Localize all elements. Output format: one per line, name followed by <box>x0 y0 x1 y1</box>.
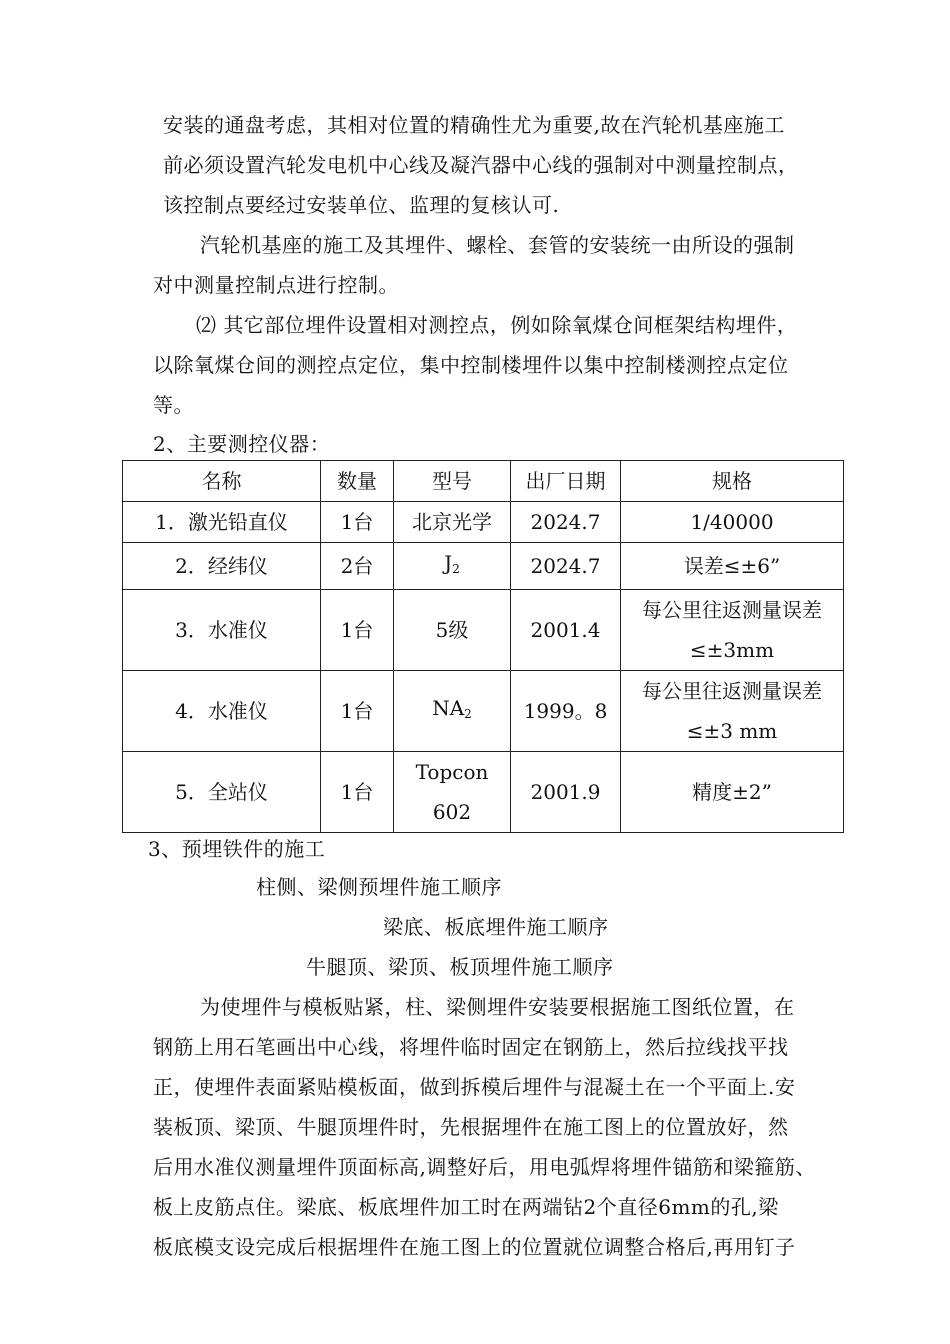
cell-date: 1999。8 <box>511 671 621 752</box>
cell-spec <box>621 671 844 752</box>
sequence-line: 梁底、板底埋件施工顺序 <box>383 915 609 939</box>
cell-qty: 1台 <box>321 671 394 752</box>
cell-date: 2001.4 <box>511 590 621 671</box>
body-text-line: 以除氧煤仓间的测控点定位，集中控制楼埋件以集中控制楼测控点定位 <box>153 353 789 377</box>
spec-line: 每公里往返测量误差 <box>642 598 822 622</box>
model-text: NA <box>432 696 465 720</box>
cell-name: 3．水准仪 <box>123 590 321 671</box>
body-text-line: 对中测量控制点进行控制。 <box>153 273 399 297</box>
instrument-table <box>122 460 844 833</box>
model-line: Topcon <box>415 760 489 784</box>
body-text-line: ⑵ 其它部位埋件设置相对测控点，例如除氧煤仓间框架结构埋件， <box>196 313 798 337</box>
cell-qty: 2台 <box>321 543 394 590</box>
table-row <box>123 671 844 752</box>
cell-qty: 1台 <box>321 590 394 671</box>
section-heading: 3、预埋铁件的施工 <box>148 837 326 861</box>
cell-name: 1．激光铅直仪 <box>123 502 321 543</box>
cell-model: 北京光学 <box>394 502 511 543</box>
cell-date: 2024.7 <box>511 543 621 590</box>
body-text-line: 板上皮筋点住。梁底、板底埋件加工时在两端钻2个直径6mm的孔,梁 <box>153 1195 779 1219</box>
cell-spec: 误差≤±6” <box>621 543 844 590</box>
sequence-line: 柱侧、梁侧预埋件施工顺序 <box>256 875 502 899</box>
table-row <box>123 502 844 543</box>
cell-spec <box>621 590 844 671</box>
table-row <box>123 590 844 671</box>
body-text-line: 后用水准仪测量埋件顶面标高,调整好后，用电弧焊将埋件锚筋和梁箍筋、 <box>153 1155 816 1179</box>
cell-name: 5．全站仪 <box>123 752 321 833</box>
body-text-line: 钢筋上用石笔画出中心线，将埋件临时固定在钢筋上，然后拉线找平找 <box>153 1035 789 1059</box>
model-line: 602 <box>432 800 472 824</box>
cell-model: 5级 <box>394 590 511 671</box>
body-text-line: 等。 <box>153 393 194 417</box>
body-text-line: 汽轮机基座的施工及其埋件、螺栓、套管的安装统一由所设的强制 <box>200 233 795 257</box>
spec-line: ≤±3 mm <box>686 719 778 743</box>
spec-line: ≤±3mm <box>689 638 775 662</box>
body-text-line: 板底模支设完成后根据埋件在施工图上的位置就位调整合格后,再用钉子 <box>153 1235 796 1259</box>
model-subscript: 2 <box>464 707 472 721</box>
section-heading: 2、主要测控仪器： <box>153 432 331 456</box>
sequence-line: 牛腿顶、梁顶、板顶埋件施工顺序 <box>306 955 614 979</box>
cell-date: 2024.7 <box>511 502 621 543</box>
cell-name: 4．水准仪 <box>123 671 321 752</box>
column-header: 数量 <box>321 461 394 502</box>
column-header: 名称 <box>123 461 321 502</box>
cell-model <box>394 671 511 752</box>
body-text-line: 前必须设置汽轮发电机中心线及凝汽器中心线的强制对中测量控制点， <box>163 153 799 177</box>
body-text-line: 为使埋件与模板贴紧，柱、梁侧埋件安装要根据施工图纸位置，在 <box>200 995 795 1019</box>
column-header: 出厂日期 <box>511 461 621 502</box>
body-text-line: 正，使埋件表面紧贴模板面，做到拆模后埋件与混凝土在一个平面上.安 <box>153 1075 796 1099</box>
spec-line: 每公里往返测量误差 <box>642 679 822 703</box>
body-text-line: 该控制点要经过安装单位、监理的复核认可. <box>163 193 560 217</box>
body-text-line: 安装的通盘考虑，其相对位置的精确性尤为重要,故在汽轮机基座施工 <box>163 113 785 137</box>
cell-model <box>394 752 511 833</box>
cell-qty: 1台 <box>321 752 394 833</box>
column-header: 规格 <box>621 461 844 502</box>
cell-date: 2001.9 <box>511 752 621 833</box>
cell-model <box>394 543 511 590</box>
cell-spec: 1/40000 <box>621 502 844 543</box>
table-row <box>123 752 844 833</box>
column-header: 型号 <box>394 461 511 502</box>
table-header-row <box>123 461 844 502</box>
model-text: J <box>444 551 453 575</box>
model-subscript: 2 <box>452 562 460 576</box>
cell-qty: 1台 <box>321 502 394 543</box>
table-row <box>123 543 844 590</box>
cell-spec: 精度±2” <box>621 752 844 833</box>
cell-name: 2．经纬仪 <box>123 543 321 590</box>
body-text-line: 装板顶、梁顶、牛腿顶埋件时，先根据埋件在施工图上的位置放好，然 <box>153 1115 789 1139</box>
